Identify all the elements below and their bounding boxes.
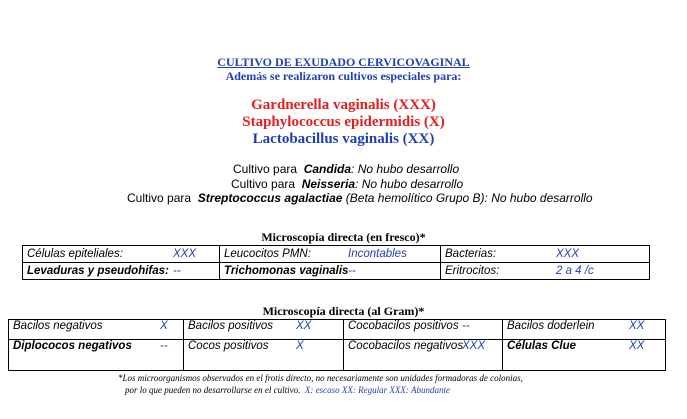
- table-cell: Bacilos negativos X: [9, 320, 184, 340]
- table-row: [9, 340, 666, 371]
- table-row: [9, 320, 666, 340]
- table-cell: Diplococos negativos --: [9, 340, 184, 371]
- gram-table: [8, 319, 666, 371]
- organism-lactobacillus: Lactobacillus vaginalis (XX): [252, 131, 435, 147]
- culture-neisseria: Cultivo para Neisseria: No hubo desarrollo: [231, 177, 464, 191]
- culture-streptococcus: Cultivo para Streptococcus agalactiae (Beta hemolítico Grupo B): No hubo desarrollo: [127, 191, 593, 205]
- table-cell: Bacterias: XXX: [441, 246, 650, 263]
- table-cell: Cocobacilos negativos XXX: [344, 340, 503, 371]
- organism-staphylococcus: Staphylococcus epidermidis (X): [242, 114, 445, 130]
- table-cell: Bacilos doderlein XX: [503, 320, 666, 340]
- table-cell: Eritrocitos: 2 a 4 /c: [441, 263, 650, 280]
- fresco-section-title: Microscopía directa (en fresco)*: [261, 230, 426, 244]
- table-cell: Bacilos positivos XX: [184, 320, 344, 340]
- culture-candida: Cultivo para Candida: No hubo desarrollo: [233, 162, 460, 176]
- gram-section-title: Microscopía directa (al Gram)*: [262, 304, 425, 318]
- table-cell: Leucocitos PMN: Incontables: [220, 246, 441, 263]
- footnote-line-1: *Los microorganismos observados en el frotis directo, no necesariamente son unidades formadoras de colonias,: [118, 373, 523, 383]
- table-cell: Levaduras y pseudohifas: --: [23, 263, 220, 280]
- footnote-legend: X: escaso XX: Regular XXX: Abundante: [304, 385, 450, 395]
- table-cell: Cocos positivos X: [184, 340, 344, 371]
- organism-gardnerella: Gardnerella vaginalis (XXX): [251, 97, 436, 113]
- table-row: [23, 263, 650, 280]
- table-cell: Células epiteliales: XXX: [23, 246, 220, 263]
- fresco-table: [22, 245, 650, 280]
- report-subtitle: Además se realizaron cultivos especiales para:: [225, 69, 462, 83]
- report-title: CULTIVO DE EXUDADO CERVICOVAGINAL: [217, 55, 470, 69]
- table-row: [23, 246, 650, 263]
- table-cell: Cocobacilos positivos --: [344, 320, 503, 340]
- footnote-line-2: por lo que pueden no desarrollarse en el cultivo. X: escaso XX: Regular XXX: Abundante: [125, 385, 450, 395]
- table-cell: Trichomonas vaginalis --: [220, 263, 441, 280]
- table-cell: Células Clue XX: [503, 340, 666, 371]
